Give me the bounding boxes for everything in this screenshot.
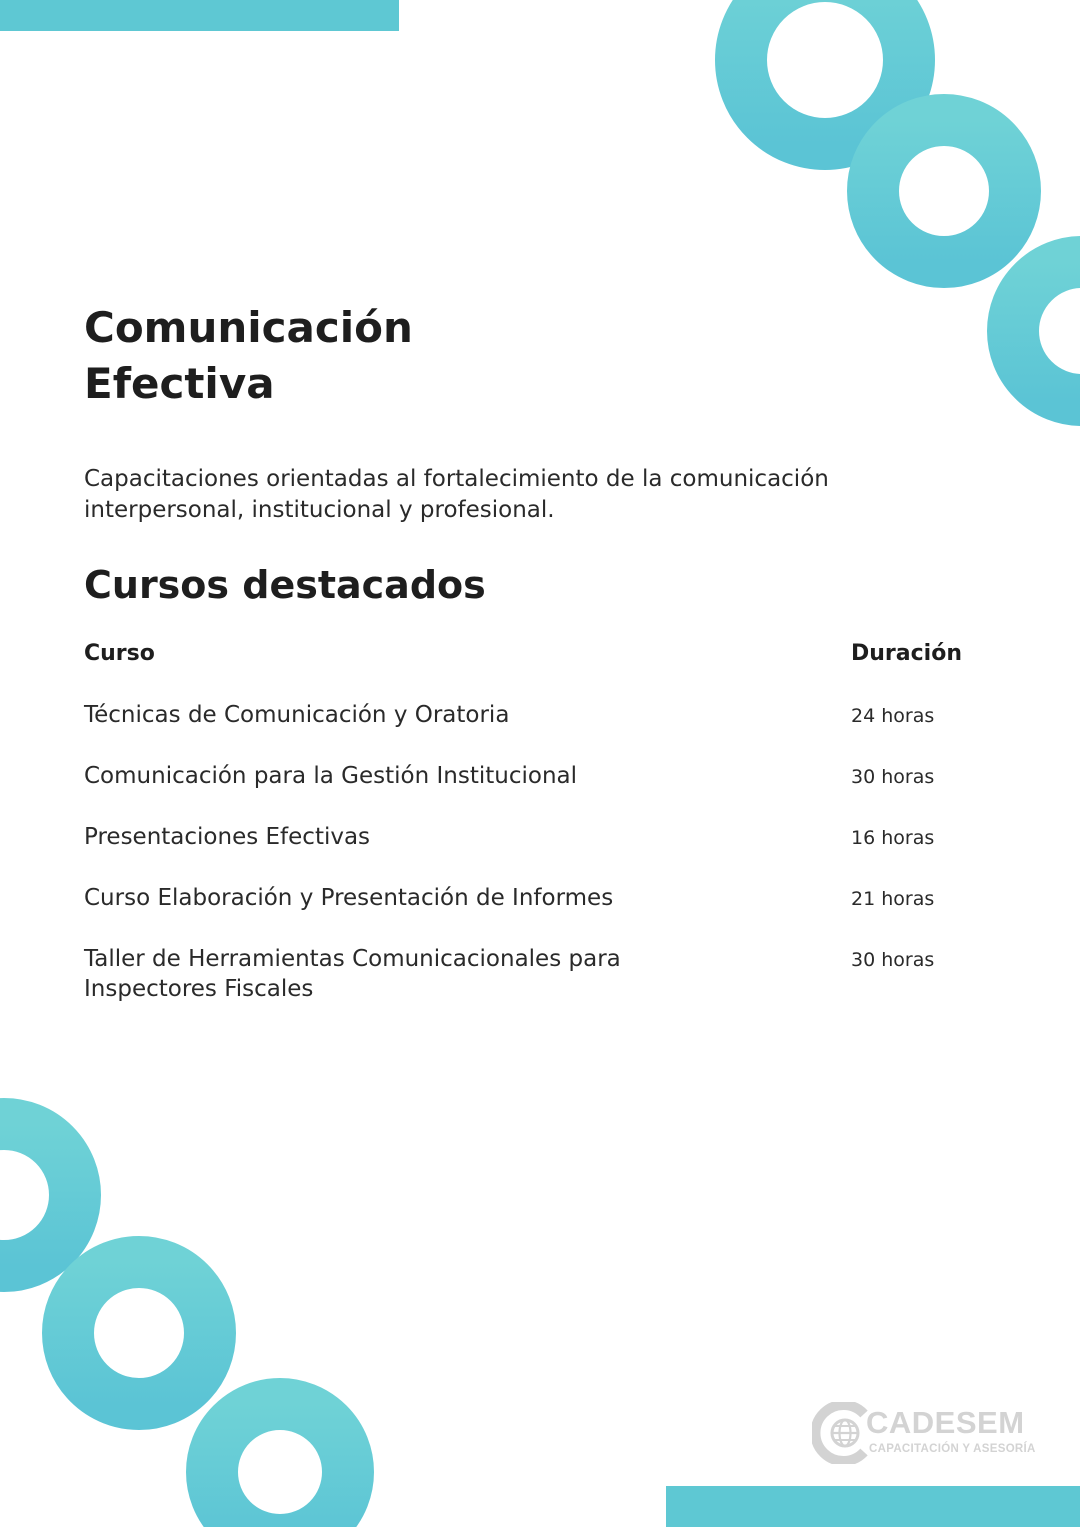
course-name: Técnicas de Comunicación y Oratoria [84, 702, 510, 728]
ring-top-3 [1013, 262, 1080, 400]
course-duration: 30 horas [851, 766, 935, 788]
ring-bottom-1 [0, 1124, 75, 1266]
course-duration: 16 horas [851, 827, 935, 849]
logo-name: CADESEM [866, 1405, 1025, 1440]
ring-top-2 [873, 120, 1015, 262]
ring-bottom-2 [68, 1262, 210, 1404]
course-name: Curso Elaboración y Presentación de Informes [84, 885, 614, 911]
course-name: Taller de Herramientas Comunicacionales para Inspectores Fiscales [84, 946, 621, 1002]
section-title: Cursos destacados [84, 563, 486, 607]
cadesem-logo [812, 1402, 1052, 1464]
course-duration: 24 horas [851, 705, 935, 727]
course-name: Presentaciones Efectivas [84, 824, 371, 850]
column-header-course: Curso [84, 641, 155, 666]
course-duration: 30 horas [851, 949, 935, 971]
course-duration: 21 horas [851, 888, 935, 910]
course-name: Comunicación para la Gestión Institucional [84, 763, 578, 789]
page-description: Capacitaciones orientadas al fortalecimiento de la comunicación interpersonal, institucional y profesional. [84, 466, 829, 523]
page-title: Comunicación Efectiva [84, 303, 413, 408]
ring-bottom-3 [212, 1404, 348, 1527]
globe-c-icon [812, 1402, 872, 1464]
column-header-duration: Duración [851, 641, 962, 666]
logo-tagline: CAPACITACIÓN Y ASESORÍA [869, 1443, 1036, 1455]
